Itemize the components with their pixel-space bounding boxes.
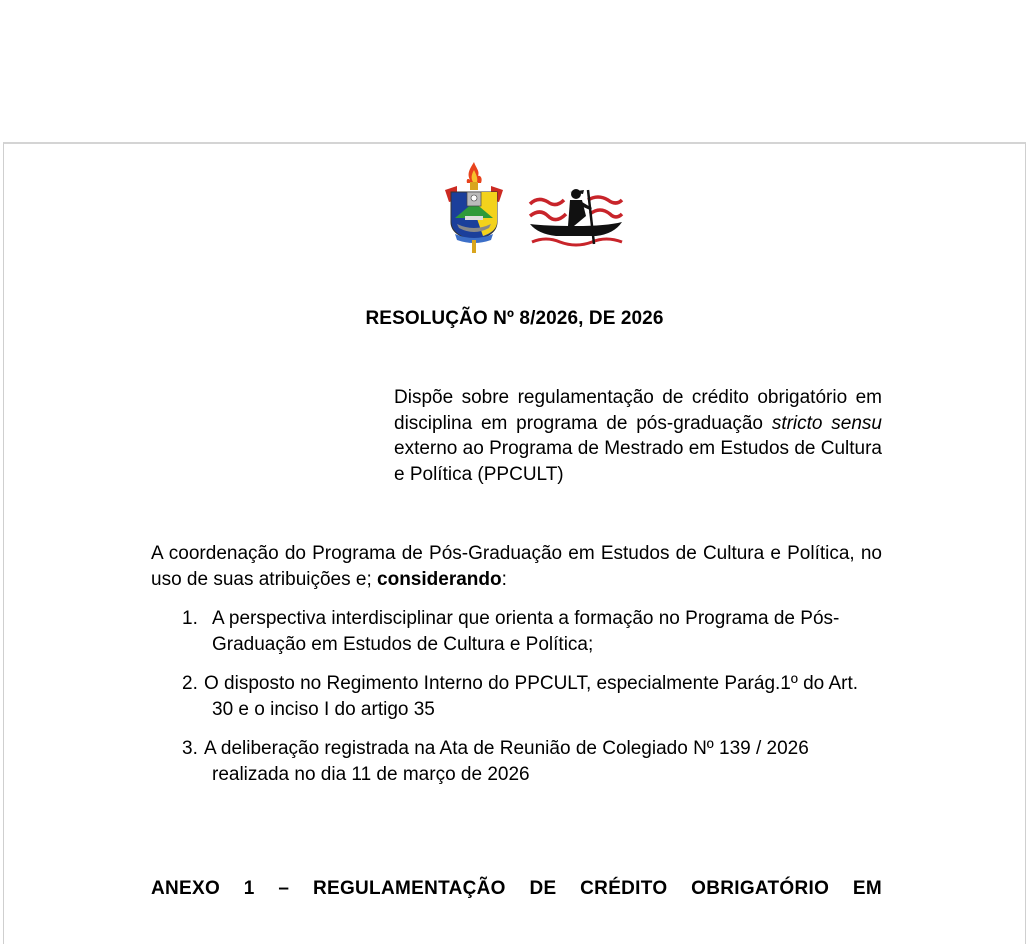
consideration-number: 1. <box>182 608 198 629</box>
annex-heading: ANEXO 1 – REGULAMENTAÇÃO DE CRÉDITO OBRIGATÓRIO EM <box>151 878 882 899</box>
resolution-summary <box>394 385 882 487</box>
preamble-colon: : <box>501 568 507 590</box>
considerations-list <box>182 606 882 801</box>
consideration-number: 2. <box>182 673 198 694</box>
consideration-number: 3. <box>182 738 198 759</box>
preamble-paragraph <box>151 541 882 592</box>
document-page <box>3 142 1026 944</box>
consideration-text: A deliberação registrada na Ata de Reunião de Colegiado Nº 139 / 2026 realizada no dia 11 de março de 2026 <box>204 738 809 785</box>
summary-text-part2: externo ao Programa de Mestrado em Estudos de Cultura e Política (PPCULT) <box>394 438 882 485</box>
consideration-item <box>182 671 882 722</box>
resolution-title: RESOLUÇÃO Nº 8/2026, DE 2026 <box>365 308 664 329</box>
summary-text-part1: Dispõe sobre regulamentação de crédito obrigatório em disciplina em programa de pós-graduação <box>394 387 882 434</box>
preamble-bold-keyword: considerando <box>377 568 502 590</box>
canoe-paddler-icon <box>526 186 626 248</box>
consideration-text: A perspectiva interdisciplinar que orienta a formação no Programa de Pós-Graduação em Estudos de Cultura e Política; <box>212 608 840 655</box>
consideration-text: O disposto no Regimento Interno do PPCULT, especialmente Parág.1º do Art. 30 e o inciso I do artigo 35 <box>204 673 859 720</box>
consideration-item <box>182 736 882 787</box>
consideration-item <box>182 606 882 657</box>
preamble-text: A coordenação do Programa de Pós-Graduação em Estudos de Cultura e Política, no uso de suas atribuições e; <box>151 543 882 590</box>
header-logos <box>443 160 633 255</box>
summary-italic-term: stricto sensu <box>771 412 882 434</box>
university-crest-icon <box>443 160 505 254</box>
